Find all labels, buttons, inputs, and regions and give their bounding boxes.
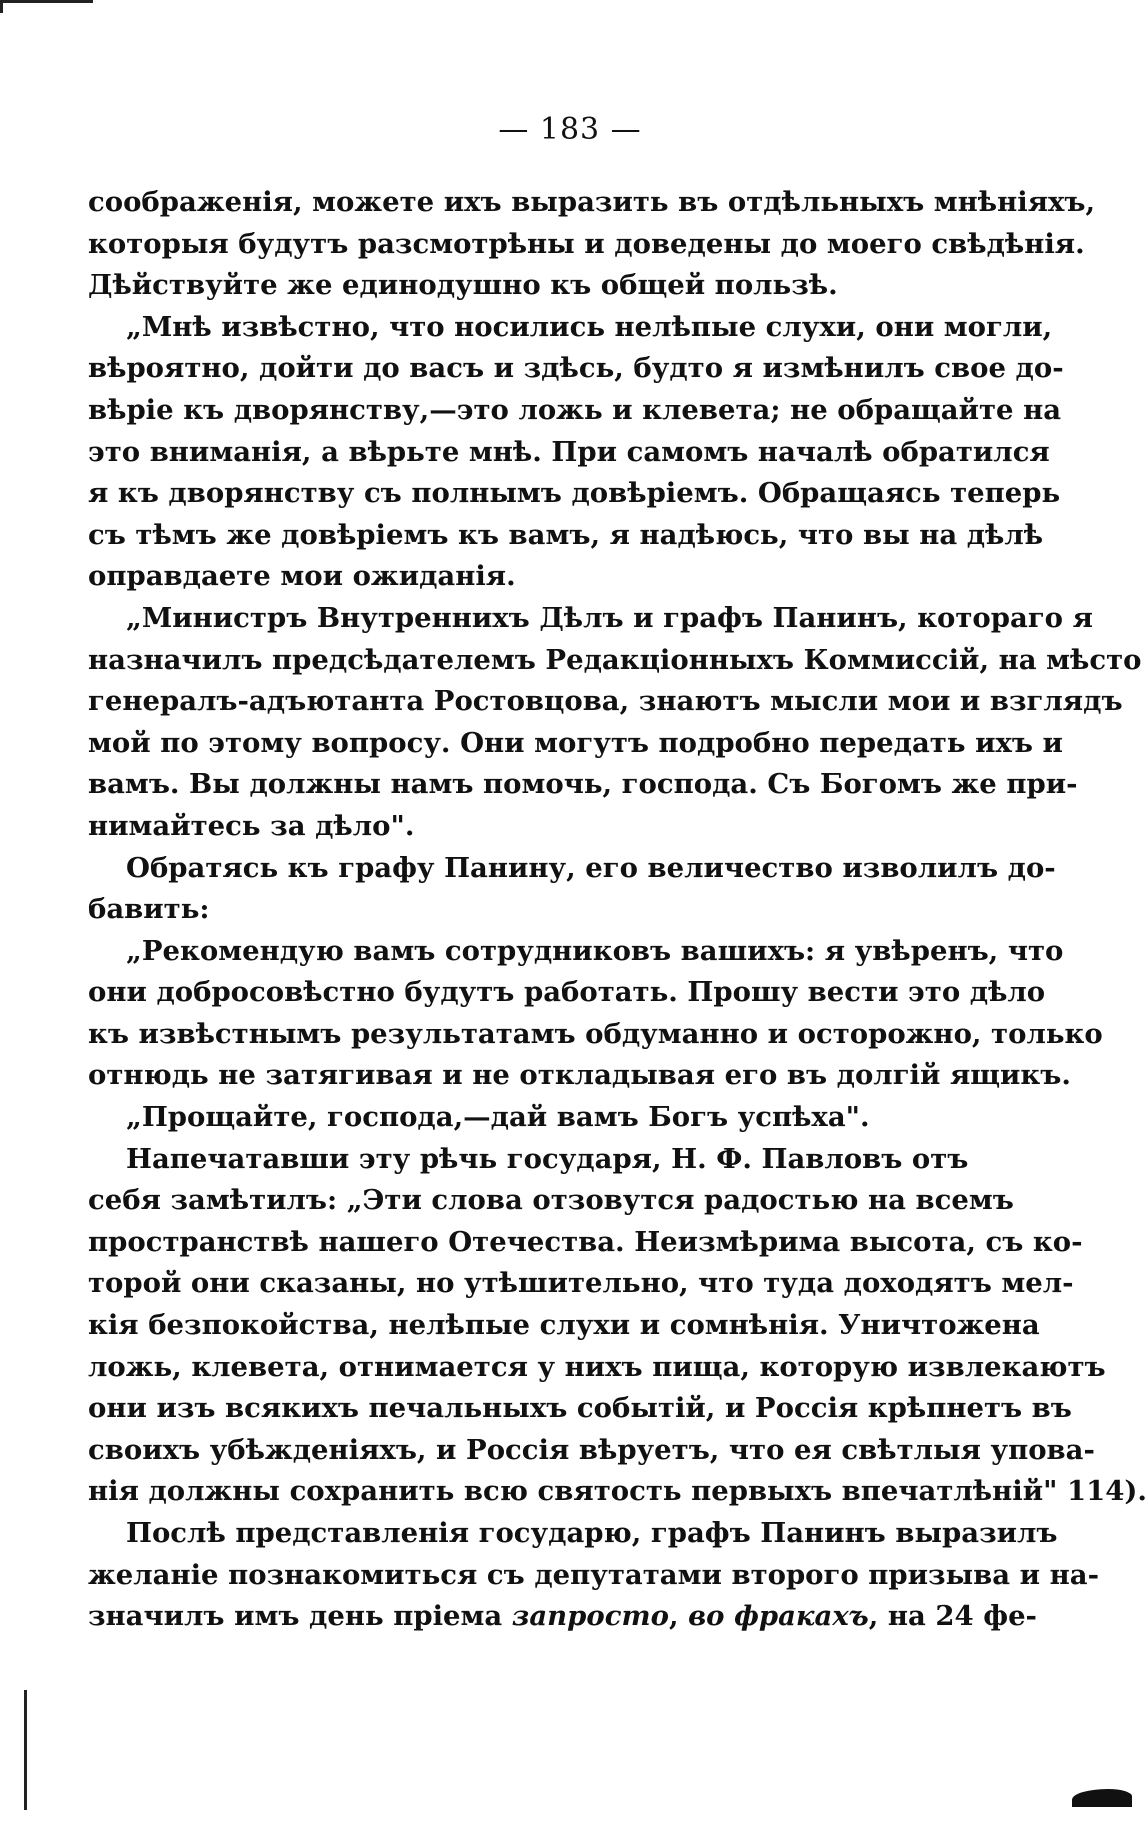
text-line: Обратясь къ графу Панину, его величество изволилъ до- [126, 851, 1056, 884]
text-line: они изъ всякихъ печальныхъ событій, и Россія крѣпнетъ въ [88, 1392, 1072, 1425]
page-number: — 183 — [498, 112, 642, 147]
scan-border-edge [24, 1690, 27, 1810]
text-line: желаніе познакомиться съ депутатами второго призыва и на- [88, 1558, 1099, 1591]
text-line: своихъ убѣжденіяхъ, и Россія вѣруетъ, что ея свѣтлыя упова- [88, 1433, 1095, 1466]
scan-smudge [1072, 1789, 1132, 1807]
final-line-start: значилъ имъ день пріема [88, 1600, 512, 1633]
text-line: вѣроятно, дойти до васъ и здѣсь, будто я измѣнилъ свое до- [88, 352, 1064, 385]
text-line: къ извѣстнымъ результатамъ обдуманно и осторожно, только [88, 1017, 1103, 1050]
final-line-comma: , [668, 1600, 689, 1633]
text-line: нія должны сохранить всю святость первыхъ впечатлѣній" 114). [88, 1475, 1147, 1508]
text-line: торой они сказаны, но утѣшительно, что туда доходятъ мел- [88, 1267, 1074, 1300]
text-line: себя замѣтилъ: „Эти слова отзовутся радостью на всемъ [88, 1184, 1014, 1217]
text-line: бавить: [88, 893, 210, 926]
text-line: „Прощайте, господа,—дай вамъ Богъ успѣха". [126, 1101, 870, 1134]
text-line: оправдаете мои ожиданія. [88, 560, 516, 593]
text-line-final [88, 1596, 1037, 1638]
text-line: соображенія, можете ихъ выразить въ отдѣльныхъ мнѣніяхъ, [88, 186, 1096, 218]
text-line: Напечатавши эту рѣчь государя, Н. Ф. Павловъ отъ [126, 1142, 969, 1175]
text-line: „Мнѣ извѣстно, что носились нелѣпые слухи, они могли, [126, 310, 1053, 343]
text-line: генералъ-адъютанта Ростовцова, знаютъ мысли мои и взглядъ [88, 685, 1123, 718]
text-line: назначилъ предсѣдателемъ Редакціонныхъ Коммиссій, на мѣсто [88, 643, 1142, 676]
text-line: я къ дворянству съ полнымъ довѣріемъ. Обращаясь теперь [88, 477, 1061, 510]
text-line: это вниманія, а вѣрьте мнѣ. При самомъ началѣ обратился [88, 435, 1050, 468]
text-line: кія безпокойства, нелѣпые слухи и сомнѣнія. Уничтожена [88, 1309, 1040, 1342]
text-line: вѣріе къ дворянству,—это ложь и клевета; не обращайте на [88, 393, 1062, 426]
text-line: нимайтесь за дѣло". [88, 809, 415, 842]
text-line: Дѣйствуйте же единодушно къ общей пользѣ. [88, 269, 838, 302]
text-line: съ тѣмъ же довѣріемъ къ вамъ, я надѣюсь, что вы на дѣлѣ [88, 518, 1044, 551]
italic-phrase-zaprosto: запросто [511, 1600, 669, 1633]
text-line: вамъ. Вы должны намъ помочь, господа. Съ Богомъ же при- [88, 768, 1078, 801]
text-line: ложь, клевета, отнимается у нихъ пища, которую извлекаютъ [88, 1350, 1106, 1383]
body-text [88, 182, 1147, 1638]
text-line: „Министръ Внутреннихъ Дѣлъ и графъ Панинъ, котораго я [126, 601, 1093, 634]
text-line: „Рекомендую вамъ сотрудниковъ вашихъ: я увѣренъ, что [126, 934, 1064, 967]
text-line: мой по этому вопросу. Они могутъ подробно передать ихъ и [88, 726, 1063, 759]
text-line: отнюдь не затягивая и не откладывая его въ долгій ящикъ. [88, 1059, 1071, 1092]
text-line: они добросовѣстно будутъ работать. Прошу вести это дѣло [88, 976, 1046, 1009]
text-line: пространствѣ нашего Отечества. Неизмѣрима высота, съ ко- [88, 1225, 1083, 1258]
text-line: Послѣ представленія государю, графъ Панинъ выразилъ [126, 1517, 1058, 1549]
text-line: которыя будутъ разсмотрѣны и доведены до моего свѣдѣнія. [88, 227, 1085, 260]
scan-border-corner [0, 0, 93, 13]
italic-phrase-vo-frakakh: во фракахъ [688, 1600, 869, 1633]
final-line-end: , на 24 фе- [868, 1600, 1037, 1633]
